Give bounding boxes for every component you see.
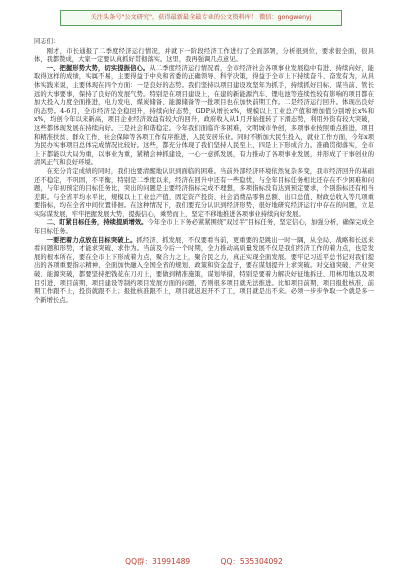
footer-qq: QQ：535304092 [220,557,283,566]
subsection-heading: 一要把着力点放在目标突破上。 [46,236,137,244]
paragraph-text: 今年全市上下务必紧紧围绕"双过半"目标任务，坚定信心，加强分析，确保完成全年目标任务。 [34,219,374,236]
paragraph-text: 从二季度经济运行情况看，全市经济社会各项事业发展稳中有进、持续向好，能取得这样的成绩，实属不易，主要得益于中央和省委的正确领导、科学决策，得益于全市上下持续奋斗、奋发有为，从具体实践来说，主要体现在四个方面：一是良好的态势。我们坚持以项目建设攻坚年为抓手，持续抓好目标、谋当前、管长远的大事要事，保持了良好的发展气势。特别是在项目建设上，在建的新能源汽车、锂电池等连续性较有影响的项目都在加大投入力度全面推进，电力发电、煤炭储备、能源储备等一批项目也在加快前期工作。二是经济运行回升。体现出良好的态势。4-6月，全市经济呈全稳回升，持续向好态势，GDP从增长x%，规模以上工业总产值和增加值分别增长x%和x%，均创今年以来新高，项目企业经济效益有较大的回升，政府收入从1月开始扭转了下滑态势，利用外资有较大突破，这些都体现发展在持续向好。三是社会和谐稳定。今年我们面临许多困难，文明城市争创，多项事业按照重点推进，项目和精准扶贫、群众工作、社会保障等各项工作有序推进，人民安居乐业。同时不断加大民生投入，就业工作方面，今年x项为民办实事项目总体完成情况比较好。这些，都充分体现了我们坚持人民至上，四是上下形成合力。准确贯彻落实，全市上下都能以大局为重，以事业为重，紧精会神抓建设，一心一意抓发展，有力推动了各项事业发展，并形成了干事创业的清风正气和良好环境。 [34,64,374,167]
footer-qq-group: QQ群：31991489 [125,557,191,566]
paragraph-subsection-1 [34,237,374,306]
footer-contact [0,556,408,567]
document-body [34,38,374,548]
paragraph-intro [34,48,374,65]
section-heading: 一、把握形势大势，切实提振信心。 [46,64,150,72]
paragraph-text: 刚才，市长通报了二季度经济运行情况，并就下一阶段经济工作进行了全面部署，分析很到位，要求很全面，很具体，我都赞成，大家一定要认真抓好贯彻落实。这里，我再强调几点意见。 [34,47,374,64]
paragraph-text: 抓经济、抓发展，不仅要看当前，更重要的是跳出一时一隅，从全局、战略和长远来看问题和形势，才能求突破、求作为。当前及今后一个时期，全力推动高质量发展不仅是我们经济工作的着力点，也是发展的根本所在，要在全市上下形成着力点，聚合力之上，聚合民之力，真正实现全面发展。要牢记习近平总书记对我们提出的各项重要指示精神，全面加快融入全国全省的规划、政策和资金盘子，要在谋划提升上求突破。对交通突破、产业突破、能源突破，都要坚持把钱花在刀刃上，要做到精准施策，谋划举措，特别是要着力解决好征地拆迁、用林用地以及项目引进、项目前期、项目建设等制约项目发展方面的问题，否则很多项目就无法推进。比如项目前期、项目报批核准、前期工作跟不上，投资就跟不上；报批核准跟不上，项目就迟迟开不了工，项目就是出不来。必须一步步争取一个就是多一个新增长点。 [34,236,374,304]
top-banner: 关注头条号"公文研究"，获得最新最全最专业的公文资料库！ 微信：gongwenyj [60,10,342,26]
paragraph-text: 在充分肯定成绩的同时，我们也要清醒地认识到面临的困难。当前外部经济环境依然复杂多变，我市经济回升的基础还不稳定，不巩固，不平衡，特别是二季度以来，经济在回升中还有一些隐忧，与全年目标任务相比还存在不少困难和问题，与年初预定的目标任务比，突出的问题是主要经济指标完成不理想，多项指标没有达到预定要求，个别指标还有相当差距。与全省平均水平比，规模以上工业总产值、固定资产投资、社会消费品零售总额、出口总值、财政总收入等几项重要指标，均在全省中间位置徘徊。在这种情况下，我们要充分认识到经济形势，很好地研究经济运行中存在的问题，立足实际谋发展，牢牢把握发展大势，提振信心，乘势而上，坚定不移地推进各项事业持续向好发展。 [34,167,374,218]
section-heading: 二、盯紧目标任务，持续提质增效。 [46,219,148,227]
paragraph-section-1 [34,65,374,168]
paragraph-section-2 [34,219,374,236]
greeting: 同志们： [34,38,60,45]
paragraph-difficulties [34,168,374,220]
